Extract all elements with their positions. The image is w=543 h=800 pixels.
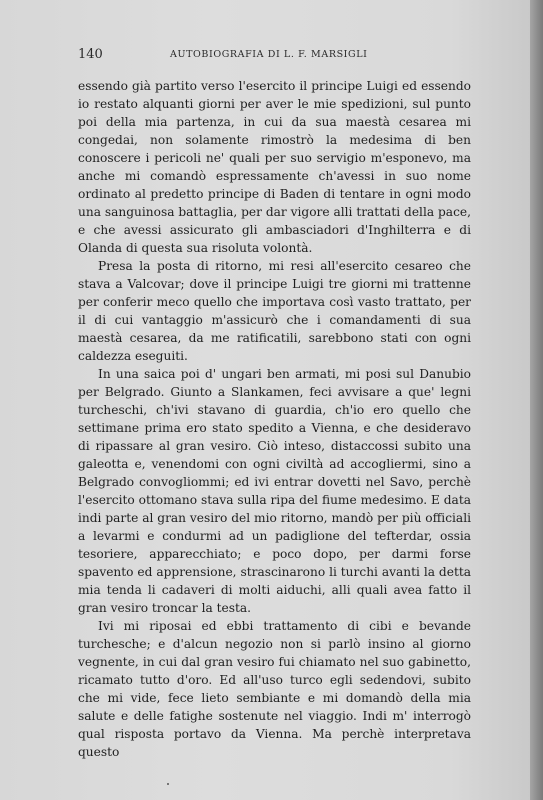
running-head: AUTOBIOGRAFIA DI L. F. MARSIGLI — [170, 49, 368, 60]
paragraph-3: In una saica poi d' ungari ben armati, mi posi sul Danubio per Belgrado. Giunto a Slankamen, feci avvisare a que' legni turcheschi, ch'ivi stavano di guardia, ch'io ero quello che settimane prima ero stato spedito a Vienna, e che desideravo di ripassare al gran vesiro. Ciò inteso, distaccossi subito una galeotta e, venendomi con ogni civiltà ad accogliermi, sino a Belgrado convogliommi; ed ivi entrar dovetti nel Savo, perchè l'esercito ottomano stava sulla ripa del fiume medesimo. E data indi parte al gran vesiro del mio ritorno, mandò per più officiali a levarmi e condurmi ad un padiglione del tefterdar, ossia tesoriere, apparecchiato; e poco dopo, per darmi forse spavento ed apprensione, strascinarono li turchi avanti la detta mia tenda li cadaveri di molti aiduchi, alli quali avea fatto il gran vesiro troncar la testa. — [78, 367, 471, 615]
page-header — [78, 47, 471, 65]
book-spine-edge — [530, 0, 543, 800]
paragraph-4: Ivi mi riposai ed ebbi trattamento di cibi e bevande turchesche; e d'alcun negozio non si parlò insino al giorno vegnente, in cui dal gran vesiro fui chiamato nel suo gabinetto, ricamato tutto d'oro. Ed all'uso turco egli sedendovi, subito che mi vide, fece lieto sembiante e mi domandò della mia salute e delle fatighe sostenute nel viaggio. Indi m' interrogò qual risposta portavo da Vienna. Ma perchè interpretava questo — [78, 619, 471, 759]
paper-speck — [167, 783, 169, 785]
page-number: 140 — [78, 47, 103, 62]
paragraph-1: essendo già partito verso l'esercito il principe Luigi ed essendo io restato alquanti giorni per aver le mie spedizioni, sul punto poi della mia partenza, in cui da sua maestà cesarea mi congedai, non solamente rimostrò la medesima di ben conoscere i pericoli ne' quali per suo servigio m'esponevo, ma anche mi comandò espressamente ch'avessi in suo nome ordinato al predetto principe di Baden di tentare in ogni modo una sanguinosa battaglia, per dar vigore alli trattati della pace, e che avessi assicurato gli ambasciadori d'Inghilterra e di Olanda di questa sua risoluta volontà. — [78, 79, 471, 255]
paragraph-2: Presa la posta di ritorno, mi resi all'esercito cesareo che stava a Valcovar; dove il principe Luigi tre giorni mi trattenne per conferir meco quello che importava così vasto trattato, per il di cui vantaggio m'assicurò che i comandamenti di sua maestà cesarea, da me ratificatili, sarebbono stati con ogni caldezza eseguiti. — [78, 259, 471, 363]
body-text — [78, 77, 471, 761]
